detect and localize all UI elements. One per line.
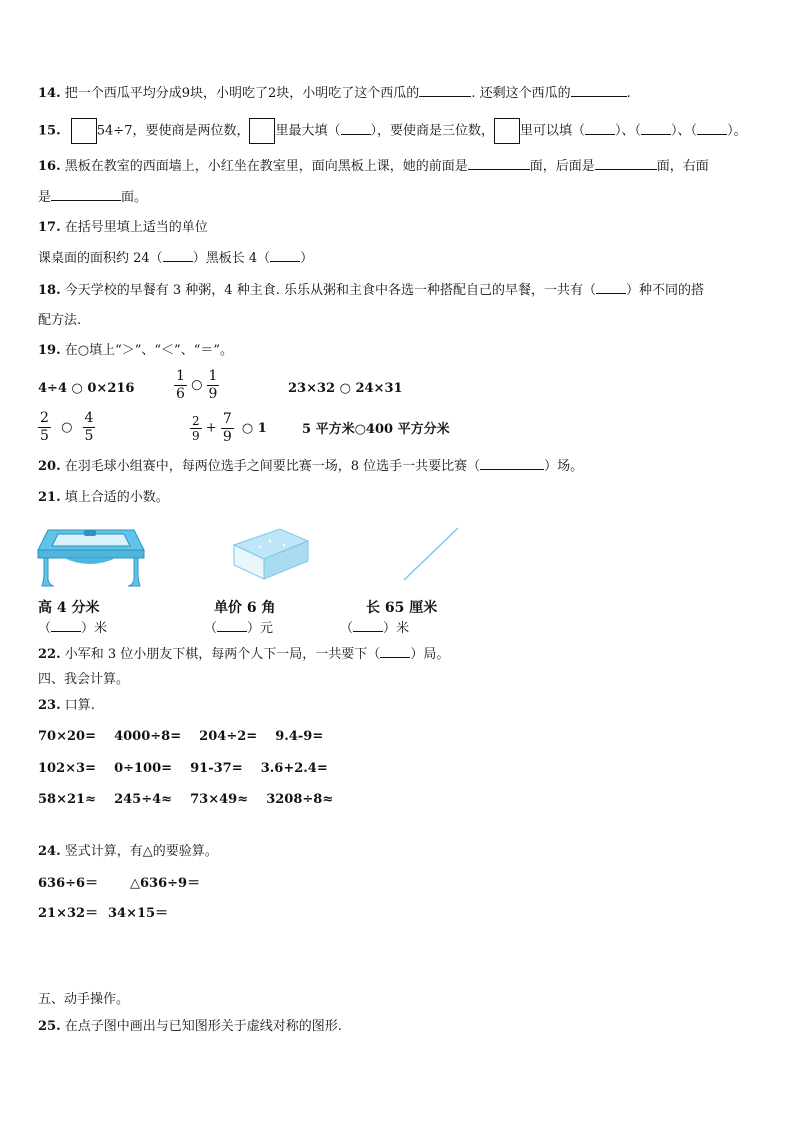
question-text: ）、（ bbox=[615, 123, 642, 139]
caption-length: 长 65 厘米 bbox=[366, 600, 438, 616]
question-18 bbox=[38, 282, 704, 299]
question-text: 里可以填（ bbox=[520, 123, 586, 139]
answer-blank[interactable] bbox=[51, 620, 81, 632]
question-text: 在○填上“＞”、“＜”、“＝”。 bbox=[64, 343, 233, 358]
compare-expression: 5 平方米○400 平方分米 bbox=[302, 422, 450, 437]
question-number: 21. bbox=[38, 490, 61, 505]
caption-height: 高 4 分米 bbox=[38, 600, 100, 616]
answer-box[interactable] bbox=[249, 118, 275, 144]
question-text: ）。 bbox=[727, 123, 747, 139]
question-number: 24. bbox=[38, 844, 61, 859]
question-18-line2 bbox=[38, 313, 81, 329]
question-16-line2 bbox=[38, 188, 147, 206]
question-text: 黑板在教室的西面墙上，小红坐在教室里，面向黑板上课，她的前面是 bbox=[64, 159, 468, 174]
fraction: $\frac{1}{9}$ bbox=[208, 368, 218, 402]
question-17-line bbox=[38, 250, 313, 267]
compare-expression: 23×32 ○ 24×31 bbox=[288, 381, 403, 396]
fraction: $\frac{4}{5}$ bbox=[84, 410, 94, 444]
answer-blank[interactable] bbox=[270, 250, 300, 262]
question-number: 20. bbox=[38, 459, 61, 474]
question-number: 16. bbox=[38, 159, 61, 174]
pencil-line-image bbox=[396, 524, 464, 584]
question-text: 口算. bbox=[64, 698, 95, 713]
compare-expression bbox=[38, 410, 95, 445]
question-number: 22. bbox=[38, 647, 61, 662]
question-text: ）种不同的搭 bbox=[625, 283, 704, 298]
question-text: 面，右面 bbox=[656, 159, 709, 174]
eraser-image bbox=[230, 527, 312, 583]
fraction: $\frac{1}{6}$ bbox=[176, 368, 185, 402]
answer-line bbox=[340, 620, 409, 637]
compare-circle[interactable]: ○ bbox=[191, 377, 203, 393]
unit-text: ）米 bbox=[81, 621, 108, 636]
vertical-calc: △636÷9＝ bbox=[130, 876, 201, 891]
paren: （ bbox=[340, 621, 354, 636]
answer-blank[interactable] bbox=[468, 157, 530, 170]
question-text: 面，后面是 bbox=[529, 159, 595, 174]
question-number: 18. bbox=[38, 283, 61, 298]
question-text: ）、（ bbox=[671, 123, 698, 139]
answer-blank[interactable] bbox=[163, 250, 193, 262]
fraction: $\frac{7}{9}$ bbox=[222, 411, 232, 445]
coffee-table-image bbox=[34, 524, 146, 590]
oral-calc-row: 102×3= 0÷100= 91-37= 3.6+2.4= bbox=[38, 761, 328, 776]
question-text: 54÷7，要使商是两位数， bbox=[96, 123, 250, 139]
answer-blank[interactable] bbox=[480, 458, 544, 470]
question-number: 19. bbox=[38, 343, 61, 358]
question-text: 小军和 3 位小朋友下棋，每两个人下一局，一共要下（ bbox=[64, 647, 381, 662]
question-number: 15. bbox=[38, 123, 61, 139]
compare-expression: 4÷4 ○ 0×216 bbox=[38, 381, 135, 396]
question-text: 是 bbox=[38, 190, 52, 205]
answer-blank[interactable] bbox=[419, 84, 471, 97]
caption-price: 单价 6 角 bbox=[214, 600, 276, 616]
question-23 bbox=[38, 698, 95, 714]
question-text: 在羽毛球小组赛中，每两位选手之间要比赛一场，8 位选手一共要比赛（ bbox=[64, 459, 481, 474]
question-text: ） bbox=[300, 251, 314, 266]
question-number: 23. bbox=[38, 698, 61, 713]
question-text: 在括号里填上适当的单位 bbox=[64, 220, 208, 235]
question-number: 17. bbox=[38, 220, 61, 235]
answer-blank[interactable] bbox=[51, 188, 121, 201]
question-25 bbox=[38, 1019, 342, 1035]
oral-calc-row: 70×20= 4000÷8= 204÷2= 9.4-9= bbox=[38, 729, 324, 744]
vertical-calc: 21×32＝ bbox=[38, 906, 99, 921]
answer-blank[interactable] bbox=[353, 620, 383, 632]
question-text: 里最大填（ bbox=[275, 123, 341, 139]
question-number: 14. bbox=[38, 86, 61, 101]
fraction: $\frac{2}{9}$ bbox=[192, 414, 200, 443]
compare-circle[interactable]: ○ bbox=[61, 419, 73, 435]
question-text: 面。 bbox=[121, 190, 148, 205]
answer-blank[interactable] bbox=[595, 157, 657, 170]
question-text: ），要使商是三位数， bbox=[370, 123, 495, 139]
question-text: ）场。 bbox=[544, 459, 584, 474]
question-text: . 还剩这个西瓜的 bbox=[471, 86, 571, 101]
question-16 bbox=[38, 157, 709, 175]
question-text: . bbox=[626, 86, 631, 101]
answer-blank[interactable] bbox=[641, 123, 671, 135]
question-14 bbox=[38, 84, 631, 102]
section-heading: 四、我会计算。 bbox=[38, 672, 130, 687]
question-17 bbox=[38, 220, 208, 236]
question-text: 课桌面的面积约 24（ bbox=[38, 251, 163, 266]
unit-text: ）元 bbox=[247, 621, 274, 636]
paren: （ bbox=[204, 621, 218, 636]
question-21 bbox=[38, 490, 169, 506]
answer-blank[interactable] bbox=[217, 620, 247, 632]
question-text: 竖式计算，有△的要验算。 bbox=[64, 844, 218, 859]
answer-blank[interactable] bbox=[585, 123, 615, 135]
answer-blank[interactable] bbox=[596, 282, 626, 294]
question-24 bbox=[38, 844, 218, 860]
question-text: 今天学校的早餐有 3 种粥，4 种主食. 乐乐从粥和主食中各选一种搭配自己的早餐，一共有（ bbox=[64, 283, 596, 298]
operator: + bbox=[205, 420, 217, 436]
question-text: ）局。 bbox=[410, 647, 450, 662]
question-text: 配方法. bbox=[38, 313, 82, 328]
vertical-calc: 34×15＝ bbox=[108, 906, 169, 921]
answer-blank[interactable] bbox=[571, 84, 627, 97]
paren: （ bbox=[38, 621, 52, 636]
compare-circle[interactable]: ○ 1 bbox=[241, 420, 267, 436]
question-15 bbox=[38, 118, 747, 144]
unit-text: ）米 bbox=[383, 621, 410, 636]
question-text: 在点子图中画出与已知图形关于虚线对称的图形. bbox=[64, 1019, 342, 1034]
compare-expression bbox=[174, 368, 219, 403]
answer-box[interactable] bbox=[71, 118, 97, 144]
question-text: 把一个西瓜平均分成9块，小明吃了2块，小明吃了这个西瓜的 bbox=[64, 86, 420, 101]
question-text: ）黑板长 4（ bbox=[192, 251, 271, 266]
oral-calc-row: 58×21≈ 245÷4≈ 73×49≈ 3208÷8≈ bbox=[38, 792, 334, 807]
question-text: 填上合适的小数。 bbox=[64, 490, 169, 505]
answer-blank[interactable] bbox=[380, 646, 410, 658]
fraction: $\frac{2}{5}$ bbox=[40, 410, 49, 444]
question-20 bbox=[38, 458, 583, 475]
compare-expression bbox=[190, 411, 267, 446]
question-22 bbox=[38, 646, 449, 663]
answer-blank[interactable] bbox=[341, 123, 371, 135]
question-19 bbox=[38, 343, 233, 359]
question-number: 25. bbox=[38, 1019, 61, 1034]
section-heading: 五、动手操作。 bbox=[38, 992, 130, 1007]
answer-line bbox=[204, 620, 273, 637]
answer-box[interactable] bbox=[494, 118, 520, 144]
vertical-calc: 636÷6＝ bbox=[38, 876, 99, 891]
answer-blank[interactable] bbox=[697, 123, 727, 135]
answer-line bbox=[38, 620, 107, 637]
